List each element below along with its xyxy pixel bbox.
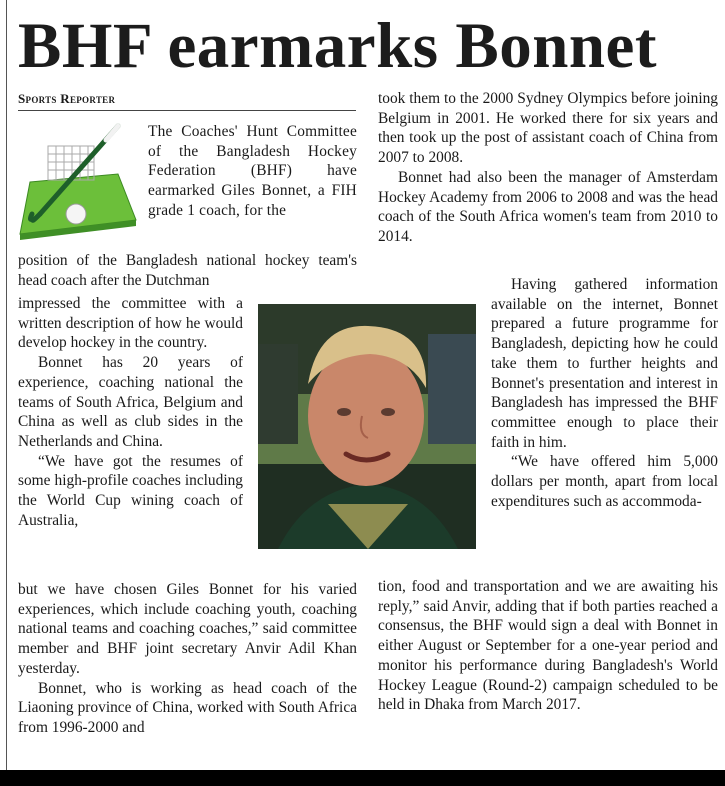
article-column-2-top: took them to the 2000 Sydney Olympics before joining Belgium in 2001. He worked there for six years and then took up the post of assistant coach of China from 2007 to 2008. Bonnet had also been the manager of Amsterdam Hockey Academy from 2006 to 2008 and was the head coach of the South Africa women's team from 2010 to 2014. — [378, 90, 718, 245]
hockey-ball-icon — [66, 204, 86, 224]
article-column-2-wrap: Having gathered information available on the internet, Bonnet prepared a future programme for Bangladesh, depicting how he could take them to further heights and Bonnet's presentation and interest in Bangladesh has impressed the BHF committee enough to place their faith in him. “We have offered him 5,000 dollars per month, apart from local expenditures such as accommoda- — [491, 276, 718, 510]
hockey-field-icon — [18, 122, 138, 240]
page-bottom-bar — [0, 770, 725, 786]
byline: Sports Reporter — [18, 91, 116, 106]
article-column-1-intro: The Coaches' Hunt Committee of the Bangladesh Hockey Federation (BHF) have earmarked Giles Bonnet, a FIH grade 1 coach, for the — [148, 123, 357, 219]
headline: BHF earmarks Bonnet — [18, 10, 657, 82]
byline-rule — [18, 110, 356, 111]
article-column-1-full: but we have chosen Giles Bonnet for his varied experiences, which include coaching youth, coaching national teams and coaching coaches,” said committee member and BHF joint secretary Anvir Adil Khan yesterday. Bonnet, who is working as head coach of the Liaoning province of China, worked with South Africa from 1996-2000 and — [18, 581, 357, 736]
page-left-rule — [6, 0, 7, 770]
article-column-1-wrap: impressed the committee with a written description of how he would develop hockey in the country. Bonnet has 20 years of experience, coaching national the teams of South Africa, Belgium and China as well as club sides in the Netherlands and China. “We have got the resumes of some high-profile coaches including the World Cup wining coach of Australia, — [18, 295, 243, 529]
article-column-2-bottom: tion, food and transportation and we are awaiting his reply,” said Anvir, adding that if both parties reached a consensus, the BHF would sign a deal with Bonnet in either August or September for a one-year period and monitor his performance during Bangladesh's World Hockey League (Round-2) campaign scheduled to be held in Dhaka from March 2017. — [378, 578, 718, 714]
giles-bonnet-photo — [258, 304, 476, 549]
article-column-1-intro-cont: position of the Bangladesh national hockey team's head coach after the Dutchman — [18, 252, 357, 289]
